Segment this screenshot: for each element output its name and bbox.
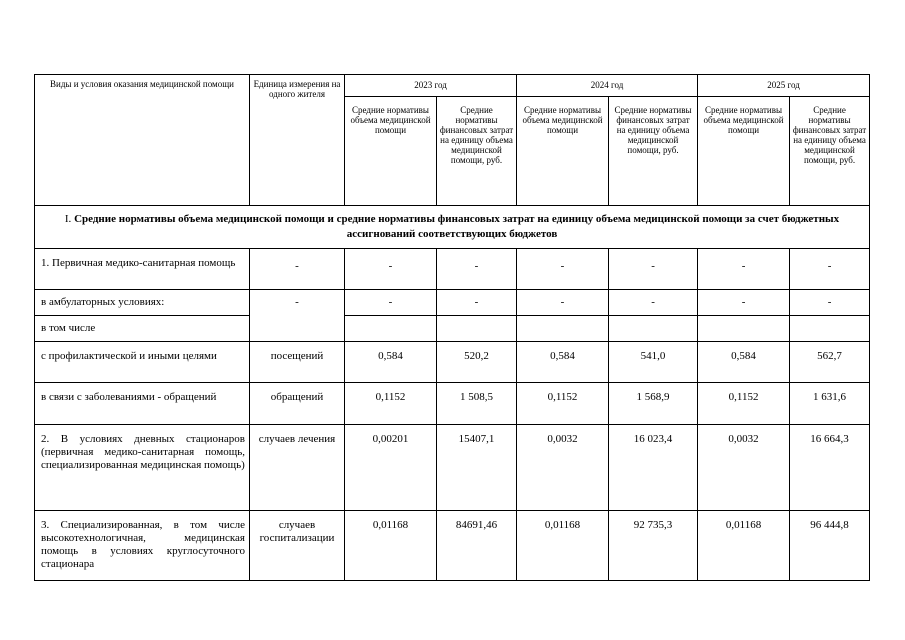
row-value: 0,01168 (698, 511, 790, 581)
norms-table (34, 74, 870, 581)
table-row (35, 511, 870, 581)
row-value: 0,0032 (517, 425, 609, 511)
row-label: в связи с заболеваниями - обращений (35, 383, 250, 425)
row-value: - (517, 290, 609, 316)
empty-cell (437, 316, 517, 342)
row-value: 1 508,5 (437, 383, 517, 425)
row-label: в том числе (35, 316, 250, 342)
header-year-2023: 2023 год (345, 75, 517, 97)
row-value: 16 023,4 (609, 425, 698, 511)
row-value: - (609, 249, 698, 290)
table-row (35, 316, 870, 342)
header-year-2024: 2024 год (517, 75, 698, 97)
table-row (35, 425, 870, 511)
row-value: 1 631,6 (790, 383, 870, 425)
row-value: - (790, 290, 870, 316)
row-unit: - (250, 290, 345, 342)
table-row (35, 342, 870, 383)
empty-cell (698, 316, 790, 342)
empty-cell (517, 316, 609, 342)
row-label: 3. Специализированная, в том числе высокотехнологичная, медицинская помощь в условиях круглосуточного стационара (35, 511, 250, 581)
row-label: в амбулаторных условиях: (35, 290, 250, 316)
empty-cell (790, 316, 870, 342)
row-value: - (698, 249, 790, 290)
row-unit: посещений (250, 342, 345, 383)
row-value: 1 568,9 (609, 383, 698, 425)
row-value: 0,584 (345, 342, 437, 383)
row-value: 84691,46 (437, 511, 517, 581)
row-value: - (437, 290, 517, 316)
row-value: 0,00201 (345, 425, 437, 511)
header-cost-2025: Средние нормативы финансовых затрат на единицу объема медицинской помощи, руб. (790, 97, 870, 206)
row-value: 16 664,3 (790, 425, 870, 511)
row-value: - (345, 290, 437, 316)
row-value: - (517, 249, 609, 290)
row-value: - (345, 249, 437, 290)
row-label: 1. Первичная медико-санитарная помощь (35, 249, 250, 290)
row-value: - (437, 249, 517, 290)
empty-cell (345, 316, 437, 342)
table-row (35, 383, 870, 425)
header-volume-2023: Средние нормативы объема медицинской помощи (345, 97, 437, 206)
row-value: 0,01168 (345, 511, 437, 581)
header-unit: Единица измерения на одного жителя (250, 75, 345, 206)
section-title-text: Средние нормативы объема медицинской помощи и средние нормативы финансовых затрат на единицу объема медицинской помощи за счет бюджетных ассигнований соответствующих бюджетов (74, 213, 840, 240)
row-value: 0,1152 (698, 383, 790, 425)
header-year-2025: 2025 год (698, 75, 870, 97)
row-unit: - (250, 249, 345, 290)
row-label: с профилактической и иными целями (35, 342, 250, 383)
row-unit: случаев лечения (250, 425, 345, 511)
row-label: 2. В условиях дневных стационаров (первичная медико-санитарная помощь, специализированная медицинская помощь) (35, 425, 250, 511)
header-cost-2024: Средние нормативы финансовых затрат на единицу объема медицинской помощи, руб. (609, 97, 698, 206)
table-row (35, 290, 870, 316)
section-title (35, 206, 870, 249)
row-value: 541,0 (609, 342, 698, 383)
section-row (35, 206, 870, 249)
section-prefix: I. (64, 213, 72, 225)
row-value: - (698, 290, 790, 316)
table-row (35, 249, 870, 290)
row-value: - (790, 249, 870, 290)
header-cost-2023: Средние нормативы финансовых затрат на единицу объема медицинской помощи, руб. (437, 97, 517, 206)
row-value: - (609, 290, 698, 316)
header-row-years (35, 75, 870, 97)
row-value: 15407,1 (437, 425, 517, 511)
row-value: 0,1152 (345, 383, 437, 425)
row-value: 520,2 (437, 342, 517, 383)
row-value: 0,01168 (517, 511, 609, 581)
row-value: 0,1152 (517, 383, 609, 425)
header-volume-2025: Средние нормативы объема медицинской помощи (698, 97, 790, 206)
row-unit: случаев госпитализации (250, 511, 345, 581)
row-value: 562,7 (790, 342, 870, 383)
row-value: 96 444,8 (790, 511, 870, 581)
header-kind: Виды и условия оказания медицинской помощи (35, 75, 250, 206)
row-value: 0,584 (517, 342, 609, 383)
empty-cell (609, 316, 698, 342)
row-unit: обращений (250, 383, 345, 425)
row-value: 0,584 (698, 342, 790, 383)
row-value: 0,0032 (698, 425, 790, 511)
row-value: 92 735,3 (609, 511, 698, 581)
header-volume-2024: Средние нормативы объема медицинской помощи (517, 97, 609, 206)
